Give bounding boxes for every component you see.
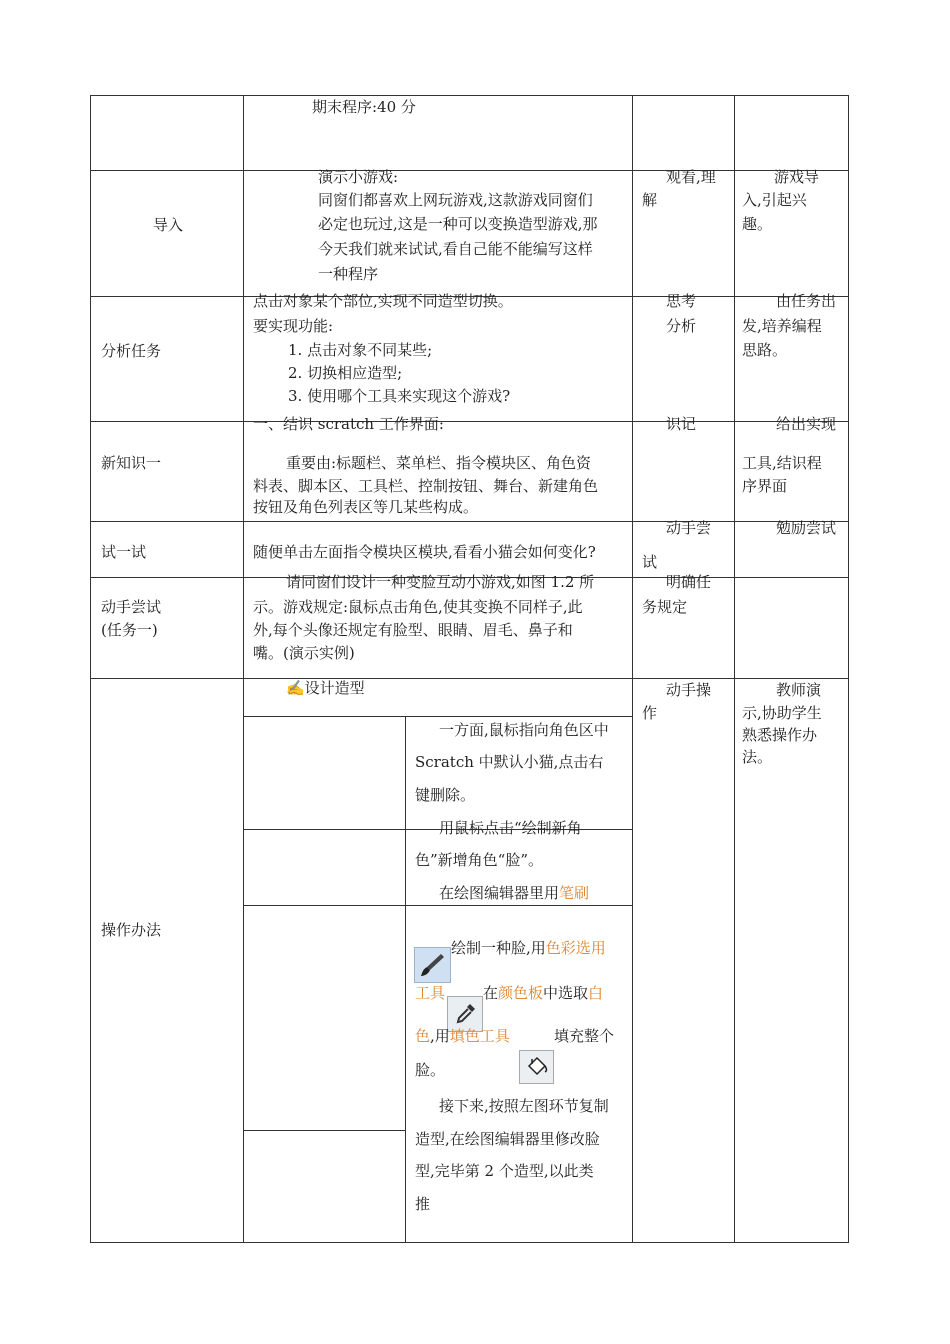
subtable-column	[405, 716, 406, 1243]
row3-content-line: 料表、脚本区、工具栏、控制按钮、舞台、新建角色	[253, 477, 599, 495]
row1-content-line: 今天我们就来试试,看自己能不能编写这样	[318, 240, 593, 258]
row1-stage: 导入	[153, 216, 184, 234]
row2-content-line: 要实现功能:	[253, 317, 334, 335]
row6-intent: 教师演	[776, 681, 822, 699]
table-border-top	[90, 95, 849, 96]
row5-content-line: 请同窗们设计一种变脸互动小游戏,如图 1.2 所	[286, 573, 595, 591]
row3-intent: 工具,结识程	[742, 454, 822, 472]
row6-intent: 示,协助学生	[742, 704, 822, 722]
step-text: 填充整个	[554, 1027, 615, 1045]
row3-content-line: 一、结识 scratch 工作界面:	[253, 415, 444, 433]
fill-tool-term: 填色工具	[449, 1027, 510, 1045]
column-divider	[243, 95, 244, 1243]
step-text: 色,用填色工具	[415, 1027, 510, 1045]
row1-content-line: 必定也玩过,这是一种可以变换造型游戏,那	[318, 215, 598, 233]
row6-intent: 熟悉操作办	[742, 726, 818, 744]
row3-student: 识记	[666, 415, 697, 433]
row3-intent: 序界面	[742, 477, 788, 495]
row6-stage: 操作办法	[101, 921, 162, 939]
step-text: 在绘图编辑器里用笔刷	[439, 884, 590, 902]
step-text: 键删除。	[415, 786, 476, 804]
row5-stage: (任务一)	[101, 621, 158, 639]
step-text: 用鼠标点击“绘制新角	[439, 819, 582, 837]
row2-task-item: 3. 使用哪个工具来实现这个游戏?	[288, 387, 511, 405]
row-divider	[90, 678, 849, 679]
row5-stage: 动手尝试	[101, 598, 162, 616]
step-text: 脸。	[415, 1061, 446, 1079]
row5-content-line: 嘴。(演示实例)	[253, 644, 355, 662]
step-text: 在颜色板中选取白	[483, 984, 604, 1002]
subtable-line	[243, 716, 633, 717]
row2-intent: 思路。	[742, 341, 788, 359]
row1-intent: 入,引起兴	[742, 191, 807, 209]
color-picker-term: 色彩选用	[545, 939, 606, 957]
row6-student: 作	[642, 704, 658, 722]
row4-content: 随便单击左面指令模块区模块,看看小猫会如何变化?	[253, 543, 596, 561]
row2-student: 思考	[666, 292, 697, 310]
row1-intent: 游戏导	[774, 168, 820, 186]
row3-content-line: 按钮及角色列表区等几某些构成。	[253, 498, 479, 516]
row1-student: 解	[642, 191, 658, 209]
step-text: 造型,在绘图编辑器里修改脸	[415, 1130, 600, 1148]
row5-student: 务规定	[642, 598, 688, 616]
row4-intent: 勉励尝试	[776, 519, 837, 537]
palette-term: 颜色板	[498, 984, 544, 1002]
paintbrush-icon	[414, 947, 451, 983]
row-divider	[90, 521, 849, 522]
row2-task-item: 2. 切换相应造型;	[288, 364, 403, 382]
step-text: 推	[415, 1195, 431, 1213]
row-divider	[90, 170, 849, 171]
column-divider	[632, 95, 633, 1243]
subtable-line	[243, 905, 633, 906]
row5-student: 明确任	[666, 573, 712, 591]
design-heading: ✍设计造型	[286, 679, 365, 697]
row3-content-line: 重要由:标题栏、菜单栏、指令模块区、角色资	[286, 454, 592, 472]
row1-content-line: 一种程序	[318, 265, 379, 283]
row2-student: 分析	[666, 317, 697, 335]
row5-content-line: 外,每个头像还规定有脸型、眼睛、眉毛、鼻子和	[253, 621, 573, 639]
row2-stage: 分析任务	[101, 342, 162, 360]
row1-content-line: 同窗们都喜欢上网玩游戏,这款游戏同窗们	[318, 191, 593, 209]
table-border-left	[90, 95, 91, 1243]
row1-student: 观看,理	[666, 168, 716, 186]
row4-stage: 试一试	[101, 543, 147, 561]
step-text: 工具	[415, 984, 446, 1002]
white-term: 白	[588, 984, 604, 1002]
step-text: 绘制一种脸,用色彩选用	[451, 939, 606, 957]
table-border-bottom	[90, 1242, 849, 1243]
row2-task-item: 1. 点击对象不同某些;	[288, 341, 433, 359]
column-divider	[734, 95, 735, 1243]
row2-content-line: 点击对象某个部位,实现不同造型切换。	[253, 292, 513, 310]
row5-content-line: 示。游戏规定:鼠标点击角色,使其变换不同样子,此	[253, 598, 583, 616]
step-text: 型,完毕第 2 个造型,以此类	[415, 1162, 594, 1180]
row1-intent: 趣。	[742, 215, 773, 233]
row2-intent: 由任务出	[776, 292, 837, 310]
row4-student: 试	[642, 553, 658, 571]
step-text: 接下来,按照左图环节复制	[439, 1097, 609, 1115]
row3-stage: 新知识一	[101, 454, 162, 472]
row6-student: 动手操	[666, 681, 712, 699]
row0-content: 期末程序:40 分	[312, 98, 416, 116]
row4-student: 动手尝	[666, 519, 712, 537]
row-divider	[90, 421, 849, 422]
table-border-right	[848, 95, 849, 1243]
fill-bucket-icon	[519, 1050, 554, 1084]
step-text: 一方面,鼠标指向角色区中	[439, 721, 609, 739]
subtable-line	[243, 1130, 406, 1131]
row1-content-line: 演示小游戏:	[318, 168, 399, 186]
step-text: Scratch 中默认小猫,点击右	[415, 753, 604, 771]
row6-intent: 法。	[742, 748, 773, 766]
row3-intent: 给出实现	[776, 415, 837, 433]
step-text: 色”新增角色“脸”。	[415, 851, 544, 869]
brush-term: 笔刷	[559, 884, 590, 902]
row2-intent: 发,培养编程	[742, 317, 822, 335]
